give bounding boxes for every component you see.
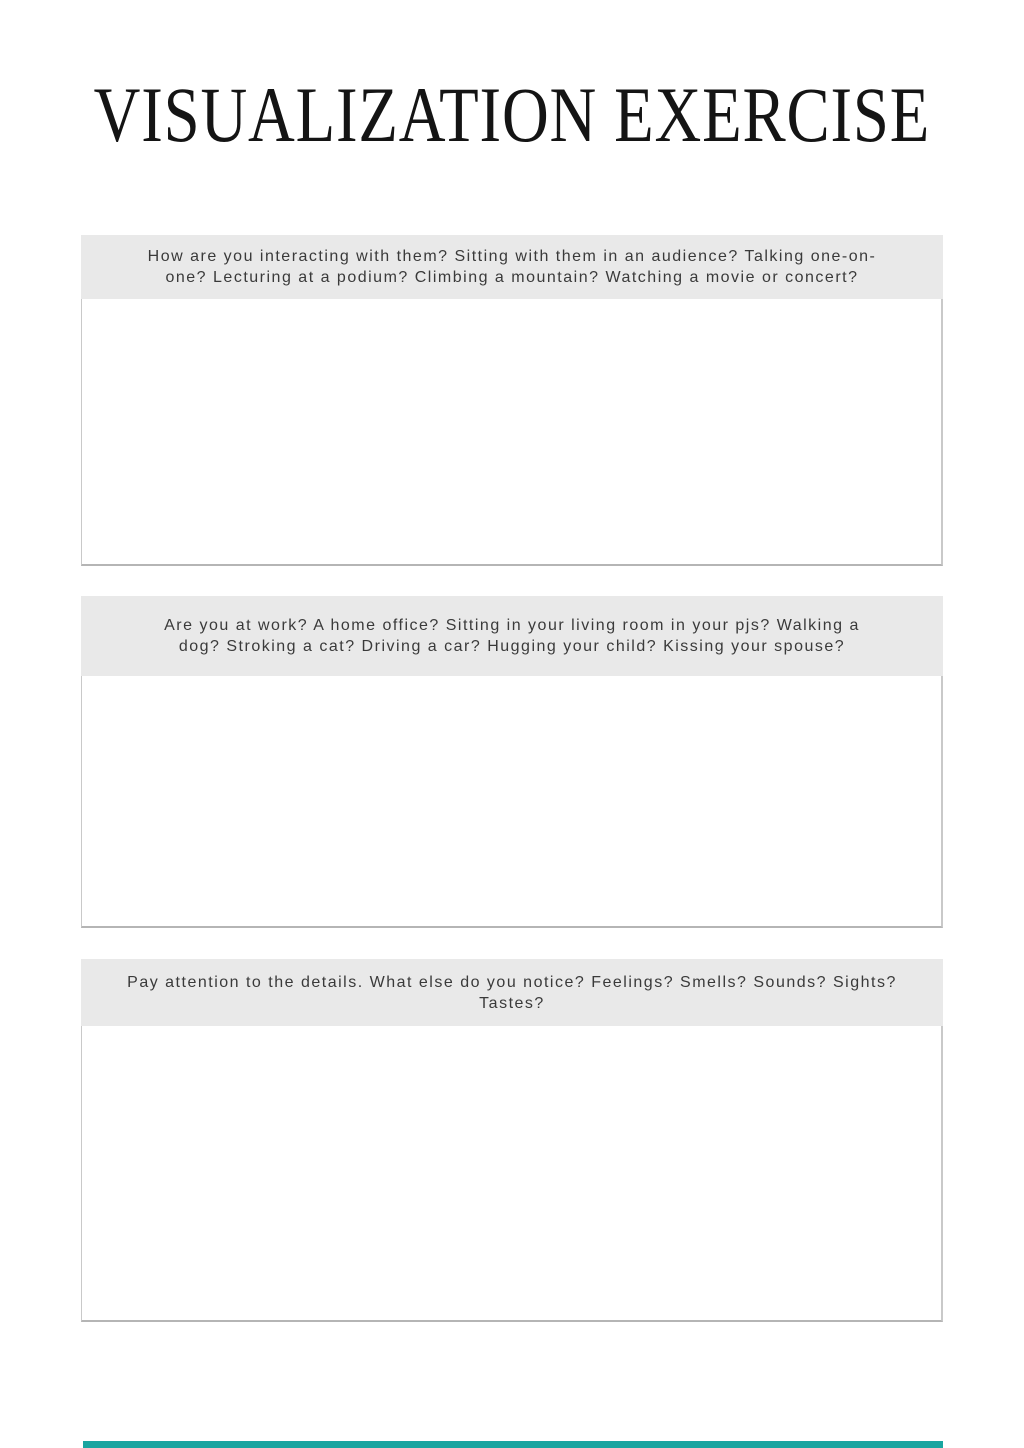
prompt-line: How are you interacting with them? Sitting with them in an audience? Talking one-on- — [147, 248, 877, 265]
next-section-header-partial — [83, 1441, 943, 1448]
section-interaction-prompt — [81, 235, 943, 299]
section-interaction-answer-box[interactable] — [81, 299, 943, 566]
section-location — [81, 596, 943, 928]
section-details-prompt — [81, 959, 943, 1026]
prompt-line: Pay attention to the details. What else do you notice? Feelings? Smells? Sounds? Sights? — [127, 973, 897, 991]
prompt-line: one? Lecturing at a podium? Climbing a mountain? Watching a movie or concert? — [165, 269, 859, 286]
prompt-line: Are you at work? A home office? Sitting in your living room in your pjs? Walking a — [164, 617, 860, 634]
section-details — [81, 959, 943, 1322]
page-title — [0, 71, 1024, 158]
section-details-answer-box[interactable] — [81, 1026, 943, 1322]
section-interaction — [81, 235, 943, 566]
prompt-line: dog? Stroking a cat? Driving a car? Hugging your child? Kissing your spouse? — [178, 638, 846, 655]
section-location-answer-box[interactable] — [81, 676, 943, 928]
section-location-prompt — [81, 596, 943, 676]
page-title-text: VISUALIZATION EXERCISE — [93, 71, 931, 158]
prompt-line: Tastes? — [479, 994, 545, 1012]
